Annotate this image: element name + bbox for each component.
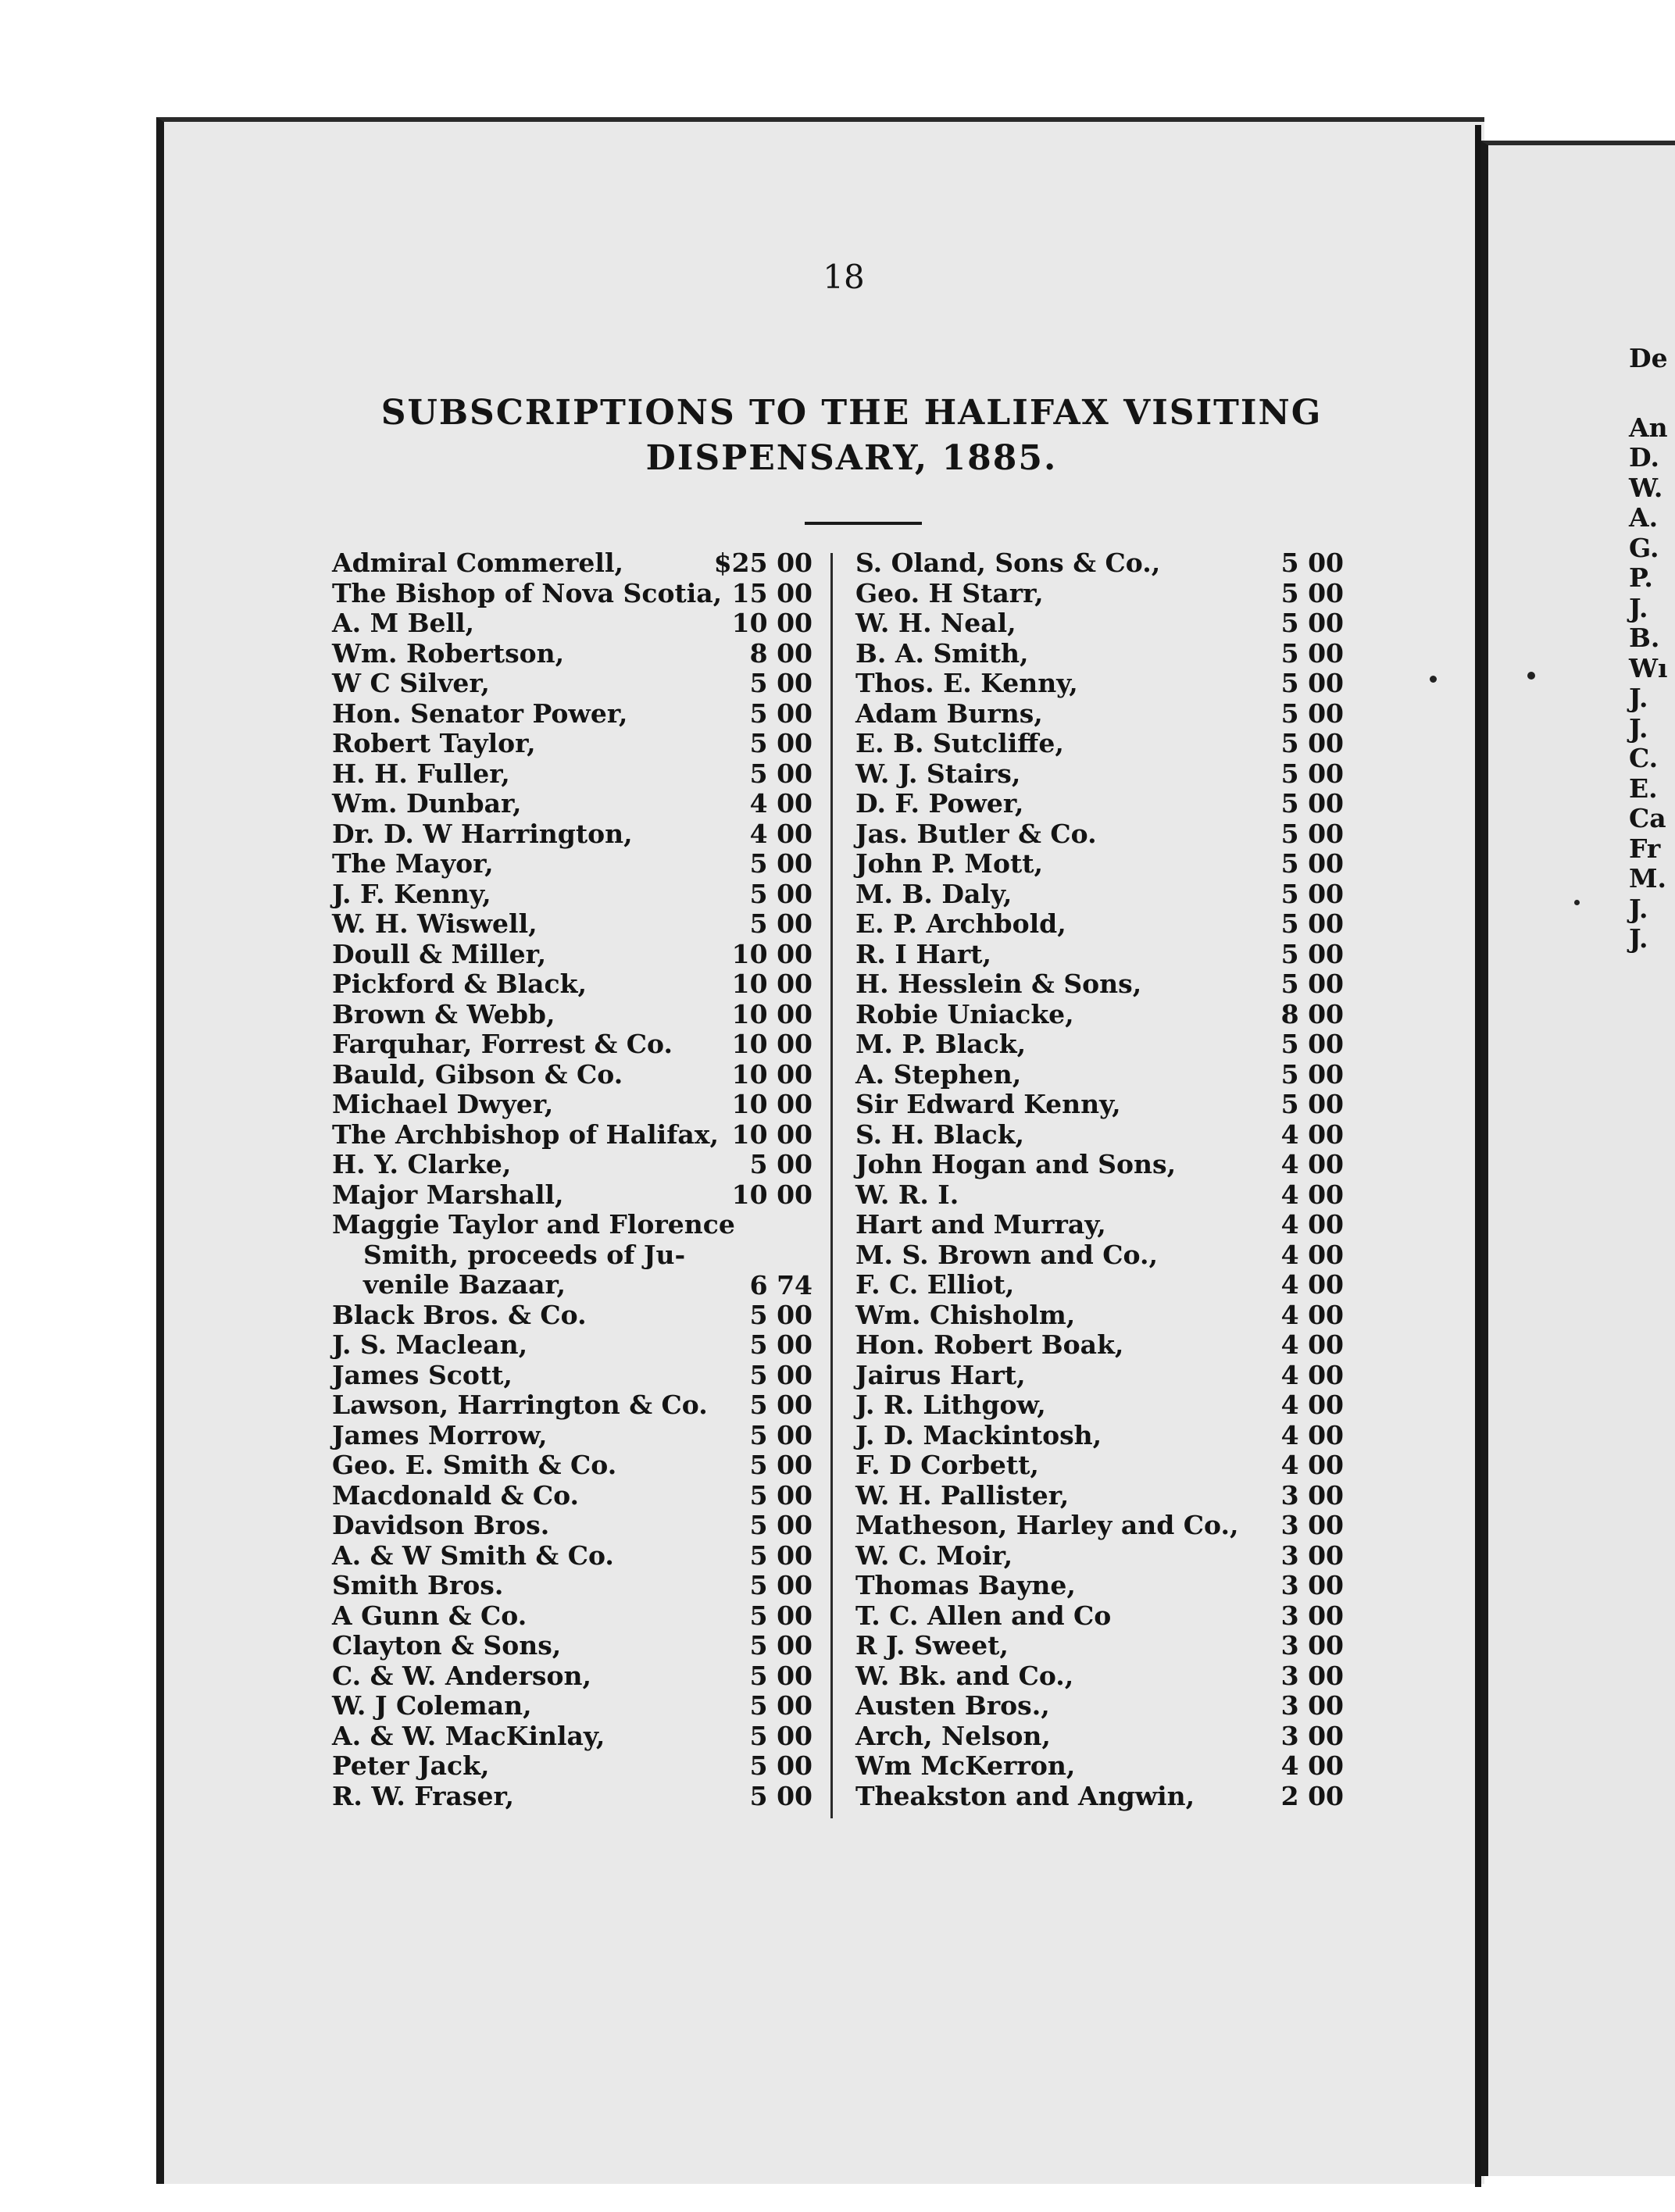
list-item xyxy=(855,1721,1344,1752)
list-item xyxy=(855,1450,1344,1481)
adjacent-letter: A. xyxy=(1629,502,1659,533)
list-item xyxy=(855,1361,1344,1391)
list-item xyxy=(332,1481,816,1511)
subscription-amount: 5 00 xyxy=(749,697,812,729)
list-item xyxy=(332,699,816,730)
adjacent-header: De xyxy=(1629,343,1668,373)
subscription-amount: 10 00 xyxy=(731,1089,812,1119)
subscriber-name: Arch, Nelson, xyxy=(855,1720,1051,1751)
subscriber-name: Austen Bros., xyxy=(855,1690,1050,1721)
subscriber-name: W. J Coleman, xyxy=(332,1690,532,1721)
subscription-amount: 5 00 xyxy=(1280,637,1344,669)
list-item xyxy=(855,1541,1344,1572)
subscriber-name: F. C. Elliot, xyxy=(855,1269,1015,1300)
subscription-amount: 5 00 xyxy=(1280,577,1344,608)
subscription-amount: 8 00 xyxy=(749,637,812,669)
subscriber-name: W. Bk. and Co., xyxy=(855,1660,1074,1691)
subscriber-name: H. Hesslein & Sons, xyxy=(855,969,1142,999)
subscription-amount: 5 00 xyxy=(749,1329,812,1360)
list-item xyxy=(855,1120,1344,1151)
subscriber-name: Hart and Murray, xyxy=(855,1209,1106,1240)
list-item xyxy=(332,1330,816,1361)
subscriber-name: Dr. D. W Harrington, xyxy=(332,818,633,849)
adjacent-letter: J. xyxy=(1629,923,1648,954)
list-item xyxy=(855,1782,1344,1812)
list-item xyxy=(332,879,816,910)
subscriber-name xyxy=(332,1210,816,1300)
list-item xyxy=(332,1390,816,1421)
subscriber-name: M. S. Brown and Co., xyxy=(855,1239,1158,1270)
subscription-amount: 4 00 xyxy=(749,788,812,819)
subscriber-name: Theakston and Angwin, xyxy=(855,1780,1195,1811)
subscriber-name: Pickford & Black, xyxy=(332,969,588,999)
adjacent-letter: D. xyxy=(1629,442,1659,473)
list-item xyxy=(332,1691,816,1721)
subscriber-name: D. F. Power, xyxy=(855,788,1024,819)
subscription-amount: 5 00 xyxy=(749,758,812,789)
subscriber-name: Robie Uniacke, xyxy=(855,998,1074,1029)
adjacent-letter: W. xyxy=(1629,472,1663,503)
subscriber-name: Farquhar, Forrest & Co. xyxy=(332,1029,673,1059)
subscription-amount: 5 00 xyxy=(749,1570,812,1600)
subscription-amount: 5 00 xyxy=(749,1149,812,1179)
list-item xyxy=(855,1000,1344,1030)
subscription-amount: 5 00 xyxy=(749,1600,812,1631)
list-item xyxy=(855,579,1344,609)
list-item xyxy=(855,789,1344,819)
list-item xyxy=(332,1029,816,1060)
list-item xyxy=(855,669,1344,699)
list-item xyxy=(855,639,1344,669)
list-item xyxy=(332,849,816,879)
list-item xyxy=(332,1450,816,1481)
list-item xyxy=(855,759,1344,790)
subscription-amount: 5 00 xyxy=(749,1450,812,1480)
right-subscription-column xyxy=(855,548,1344,1811)
subscriber-name: Adam Burns, xyxy=(855,697,1043,729)
subscriber-name: Brown & Webb, xyxy=(332,998,555,1029)
list-item xyxy=(855,729,1344,759)
subscription-amount: 5 00 xyxy=(1280,548,1344,578)
list-item xyxy=(855,879,1344,910)
page-title xyxy=(328,391,1375,481)
subscriber-name: J. R. Lithgow, xyxy=(855,1390,1046,1420)
list-item xyxy=(855,1060,1344,1090)
list-item xyxy=(855,1090,1344,1120)
list-item xyxy=(332,639,816,669)
subscription-amount: 3 00 xyxy=(1280,1600,1344,1631)
subscriber-name: W. J. Stairs, xyxy=(855,758,1021,789)
list-item xyxy=(855,1029,1344,1060)
list-item xyxy=(855,819,1344,850)
subscriber-name: James Scott, xyxy=(332,1359,512,1390)
subscription-amount: 4 00 xyxy=(1280,1299,1344,1330)
subscriber-name: A Gunn & Co. xyxy=(332,1600,527,1631)
list-item xyxy=(855,1511,1344,1541)
subscription-amount: 10 00 xyxy=(731,969,812,999)
subscription-amount: 4 00 xyxy=(1280,1149,1344,1179)
list-item xyxy=(332,1571,816,1601)
title-line-2: DISPENSARY, 1885. xyxy=(645,438,1058,478)
subscriber-name: Wm. Robertson, xyxy=(332,637,565,669)
list-item xyxy=(332,1361,816,1391)
subscription-amount: 10 00 xyxy=(731,1118,812,1150)
subscriber-name: W. R. I. xyxy=(855,1179,959,1210)
subscriber-name: Thos. E. Kenny, xyxy=(855,668,1078,698)
subscription-amount: 5 00 xyxy=(1280,908,1344,939)
subscriber-name: Michael Dwyer, xyxy=(332,1089,554,1119)
subscriber-name: J. D. Mackintosh, xyxy=(855,1419,1102,1450)
subscriber-name: C. & W. Anderson, xyxy=(332,1660,591,1691)
subscription-amount: 5 00 xyxy=(749,908,812,939)
subscriber-name: Jairus Hart, xyxy=(855,1359,1026,1390)
list-item xyxy=(332,759,816,790)
subscription-amount: 8 00 xyxy=(1280,998,1344,1029)
ink-speck xyxy=(1574,900,1580,905)
list-item xyxy=(332,1661,816,1692)
subscription-amount: 5 00 xyxy=(1280,969,1344,999)
list-item xyxy=(855,849,1344,879)
subscriber-name: A. & W Smith & Co. xyxy=(332,1539,614,1571)
subscriber-name: Doull & Miller, xyxy=(332,938,547,969)
list-item xyxy=(855,1421,1344,1451)
subscriber-name: J. F. Kenny, xyxy=(332,878,491,909)
list-item xyxy=(332,909,816,940)
subscription-amount: 5 00 xyxy=(1280,788,1344,819)
subscription-amount: 5 00 xyxy=(1280,1089,1344,1119)
subscriber-name: The Mayor, xyxy=(332,848,494,879)
subscriber-name: R J. Sweet, xyxy=(855,1630,1009,1661)
list-item xyxy=(332,1120,816,1151)
list-item xyxy=(855,1481,1344,1511)
subscriber-name: John Hogan and Sons, xyxy=(855,1149,1177,1179)
list-item xyxy=(332,819,816,850)
subscription-amount: 3 00 xyxy=(1280,1539,1344,1571)
name-line-1: Maggie Taylor and Florence xyxy=(332,1209,735,1240)
list-item xyxy=(332,1180,816,1211)
list-item xyxy=(332,548,816,579)
subscription-amount: 3 00 xyxy=(1280,1690,1344,1721)
subscriber-name: H. Y. Clarke, xyxy=(332,1149,512,1179)
subscriber-name: J. S. Maclean, xyxy=(332,1329,528,1360)
subscription-amount: 5 00 xyxy=(1280,668,1344,698)
subscriber-name: Bauld, Gibson & Co. xyxy=(332,1058,623,1090)
list-item xyxy=(332,940,816,970)
list-item xyxy=(855,1270,1344,1300)
adjacent-letter: E. xyxy=(1629,772,1658,804)
subscription-amount: 3 00 xyxy=(1280,1660,1344,1691)
subscription-amount: 5 00 xyxy=(749,1390,812,1420)
subscription-amount: 5 00 xyxy=(749,1479,812,1511)
subscriber-name: Black Bros. & Co. xyxy=(332,1299,587,1330)
list-item xyxy=(855,909,1344,940)
subscriber-name: S. H. Black, xyxy=(855,1118,1025,1150)
ink-speck xyxy=(1430,676,1437,683)
list-item xyxy=(332,1060,816,1090)
adjacent-letter: Ca xyxy=(1629,803,1666,833)
page-number: 18 xyxy=(823,258,865,296)
subscription-amount: 5 00 xyxy=(749,878,812,909)
name-line-3: venile Bazaar, xyxy=(363,1269,566,1300)
subscription-amount: 3 00 xyxy=(1280,1630,1344,1661)
adjacent-letter: J. xyxy=(1629,893,1648,924)
subscriber-name: Matheson, Harley and Co., xyxy=(855,1510,1239,1540)
subscriber-name: Hon. Senator Power, xyxy=(332,697,628,729)
list-item xyxy=(855,1210,1344,1240)
subscriber-name: The Archbishop of Halifax, xyxy=(332,1118,719,1150)
subscriber-name: Geo. E. Smith & Co. xyxy=(332,1450,617,1480)
adjacent-letter: J. xyxy=(1629,683,1648,713)
list-item xyxy=(332,1421,816,1451)
subscription-amount: 10 00 xyxy=(731,1179,812,1210)
subscription-amount: 5 00 xyxy=(749,1539,812,1571)
adjacent-letter: J. xyxy=(1629,712,1648,744)
subscription-amount: 5 00 xyxy=(1280,758,1344,789)
subscription-amount: 3 00 xyxy=(1280,1510,1344,1540)
subscription-amount: 5 00 xyxy=(1280,608,1344,638)
subscriber-name: A. Stephen, xyxy=(855,1058,1022,1090)
subscriber-name: S. Oland, Sons & Co., xyxy=(855,548,1161,578)
list-item xyxy=(332,1751,816,1782)
list-item xyxy=(332,1782,816,1812)
adjacent-letter: B. xyxy=(1629,623,1660,653)
subscription-amount: $25 00 xyxy=(713,548,812,578)
subscription-amount: 10 00 xyxy=(731,1058,812,1090)
subscriber-name: Peter Jack, xyxy=(332,1750,490,1781)
subscription-amount: 5 00 xyxy=(749,728,812,758)
subscription-amount: 5 00 xyxy=(749,848,812,879)
list-item xyxy=(332,1090,816,1120)
adjacent-letter: Fr xyxy=(1629,833,1661,864)
subscriber-name: Wm. Dunbar, xyxy=(332,788,522,819)
subscription-amount: 5 00 xyxy=(1280,697,1344,729)
adjacent-letter: An xyxy=(1629,412,1668,443)
list-item xyxy=(332,1000,816,1030)
adjacent-letter: J. xyxy=(1629,592,1648,623)
list-item xyxy=(332,1300,816,1331)
ink-speck xyxy=(1527,672,1535,680)
subscription-amount: 4 00 xyxy=(1280,1359,1344,1390)
subscription-amount: 4 00 xyxy=(1280,1390,1344,1420)
adjacent-letter: C. xyxy=(1629,743,1659,773)
list-item xyxy=(855,1240,1344,1271)
subscription-amount: 5 00 xyxy=(749,1419,812,1450)
subscriber-name: T. C. Allen and Co xyxy=(855,1600,1112,1631)
subscriber-name: James Morrow, xyxy=(332,1419,548,1450)
subscriber-name: M. B. Daly, xyxy=(855,878,1012,909)
subscription-amount: 6 74 xyxy=(749,1269,812,1300)
title-rule xyxy=(805,522,922,525)
subscription-amount: 4 00 xyxy=(749,818,812,849)
subscription-amount: 5 00 xyxy=(749,1750,812,1781)
subscriber-name: H. H. Fuller, xyxy=(332,758,510,789)
list-item xyxy=(332,1721,816,1752)
subscription-amount: 4 00 xyxy=(1280,1450,1344,1480)
subscriber-name: R. I Hart, xyxy=(855,938,992,969)
subscription-amount: 10 00 xyxy=(731,998,812,1029)
subscriber-name: Robert Taylor, xyxy=(332,728,536,758)
subscription-amount: 5 00 xyxy=(1280,878,1344,909)
subscription-amount: 5 00 xyxy=(1280,848,1344,879)
subscriber-name: The Bishop of Nova Scotia, xyxy=(332,577,723,608)
subscription-amount: 10 00 xyxy=(731,608,812,638)
subscription-amount: 5 00 xyxy=(749,1720,812,1751)
list-item xyxy=(332,608,816,639)
list-item xyxy=(855,608,1344,639)
subscription-amount: 4 00 xyxy=(1280,1118,1344,1150)
adjacent-letter: Wı xyxy=(1629,652,1668,683)
list-item xyxy=(332,789,816,819)
list-item xyxy=(855,1330,1344,1361)
subscriber-name: Major Marshall, xyxy=(332,1179,564,1210)
list-item xyxy=(332,669,816,699)
list-item xyxy=(855,1751,1344,1782)
list-item xyxy=(332,1150,816,1180)
list-item xyxy=(855,1390,1344,1421)
subscriber-name: Macdonald & Co. xyxy=(332,1479,580,1511)
subscription-amount: 5 00 xyxy=(749,1299,812,1330)
subscriber-name: F. D Corbett, xyxy=(855,1450,1039,1480)
subscriber-name: Geo. H Starr, xyxy=(855,577,1044,608)
subscription-amount: 5 00 xyxy=(749,1359,812,1390)
subscriber-name: Admiral Commerell, xyxy=(332,548,623,578)
list-item xyxy=(332,969,816,1000)
subscriber-name: M. P. Black, xyxy=(855,1029,1027,1059)
list-item xyxy=(332,1631,816,1661)
subscription-amount: 3 00 xyxy=(1280,1570,1344,1600)
subscriber-name: W C Silver, xyxy=(332,668,490,698)
subscriber-name: E. P. Archbold, xyxy=(855,908,1066,939)
list-item xyxy=(855,548,1344,579)
subscription-amount: 5 00 xyxy=(1280,1029,1344,1059)
list-item xyxy=(855,1300,1344,1331)
subscription-amount: 4 00 xyxy=(1280,1269,1344,1300)
adjacent-letter: M. xyxy=(1629,863,1667,894)
subscription-amount: 5 00 xyxy=(749,668,812,698)
subscription-amount: 5 00 xyxy=(749,1510,812,1540)
subscription-amount: 4 00 xyxy=(1280,1419,1344,1450)
list-item-multiline xyxy=(332,1210,816,1300)
subscription-amount: 15 00 xyxy=(731,577,812,608)
subscription-amount: 3 00 xyxy=(1280,1479,1344,1511)
list-item xyxy=(855,1180,1344,1211)
subscriber-name: Wm. Chisholm, xyxy=(855,1299,1076,1330)
subscription-amount: 4 00 xyxy=(1280,1329,1344,1360)
subscriber-name: Lawson, Harrington & Co. xyxy=(332,1390,708,1420)
subscription-amount: 4 00 xyxy=(1280,1750,1344,1781)
subscription-amount: 2 00 xyxy=(1280,1780,1344,1811)
list-item xyxy=(332,1601,816,1632)
subscriber-name: W. H. Pallister, xyxy=(855,1479,1070,1511)
adjacent-letter: G. xyxy=(1629,532,1659,563)
list-item xyxy=(855,1661,1344,1692)
list-item xyxy=(855,1691,1344,1721)
subscriber-name: A. & W. MacKinlay, xyxy=(332,1720,605,1751)
subscriber-name: Hon. Robert Boak, xyxy=(855,1329,1124,1360)
list-item xyxy=(855,699,1344,730)
subscription-amount: 4 00 xyxy=(1280,1239,1344,1270)
adjacent-page-text xyxy=(1629,344,1668,954)
name-line-2: Smith, proceeds of Ju- xyxy=(363,1239,686,1270)
subscription-amount: 5 00 xyxy=(749,1780,812,1811)
subscription-amount: 3 00 xyxy=(1280,1720,1344,1751)
list-item xyxy=(855,940,1344,970)
adjacent-letter: P. xyxy=(1629,562,1653,593)
subscriber-name: Smith Bros. xyxy=(332,1570,504,1600)
subscription-amount: 5 00 xyxy=(749,1660,812,1691)
subscriber-name: John P. Mott, xyxy=(855,848,1043,879)
subscription-amount: 5 00 xyxy=(1280,818,1344,849)
subscription-amount: 5 00 xyxy=(1280,728,1344,758)
column-divider xyxy=(830,553,833,1818)
subscriber-name: Wm McKerron, xyxy=(855,1750,1076,1781)
list-item xyxy=(855,969,1344,1000)
list-item xyxy=(855,1631,1344,1661)
subscriber-name: W. C. Moir, xyxy=(855,1539,1013,1571)
subscriber-name: Thomas Bayne, xyxy=(855,1570,1076,1600)
subscription-amount: 4 00 xyxy=(1280,1179,1344,1210)
subscriber-name: Clayton & Sons, xyxy=(332,1630,562,1661)
spacer xyxy=(1629,374,1668,413)
subscriber-name: Sir Edward Kenny, xyxy=(855,1089,1121,1119)
subscriber-name: E. B. Sutcliffe, xyxy=(855,728,1064,758)
subscription-amount: 4 00 xyxy=(1280,1209,1344,1240)
list-item xyxy=(855,1571,1344,1601)
list-item xyxy=(332,1511,816,1541)
list-item xyxy=(855,1601,1344,1632)
subscription-amount: 5 00 xyxy=(1280,938,1344,969)
subscriber-name: R. W. Fraser, xyxy=(332,1780,514,1811)
subscription-amount: 5 00 xyxy=(1280,1058,1344,1090)
subscription-amount: 5 00 xyxy=(749,1630,812,1661)
subscriber-name: A. M Bell, xyxy=(332,608,475,638)
subscription-amount: 5 00 xyxy=(749,1690,812,1721)
subscriber-name: W. H. Neal, xyxy=(855,608,1016,638)
list-item xyxy=(332,579,816,609)
subscription-amount: 10 00 xyxy=(731,1029,812,1059)
title-line-1: SUBSCRIPTIONS TO THE HALIFAX VISITING xyxy=(380,393,1323,433)
list-item xyxy=(332,1541,816,1572)
list-item xyxy=(855,1150,1344,1180)
subscriber-name: Davidson Bros. xyxy=(332,1510,550,1540)
subscriber-name: Jas. Butler & Co. xyxy=(855,818,1097,849)
list-item xyxy=(332,729,816,759)
left-subscription-column xyxy=(332,548,816,1811)
subscriber-name: B. A. Smith, xyxy=(855,637,1029,669)
subscriber-name: W. H. Wiswell, xyxy=(332,908,538,939)
subscription-amount: 10 00 xyxy=(731,938,812,969)
